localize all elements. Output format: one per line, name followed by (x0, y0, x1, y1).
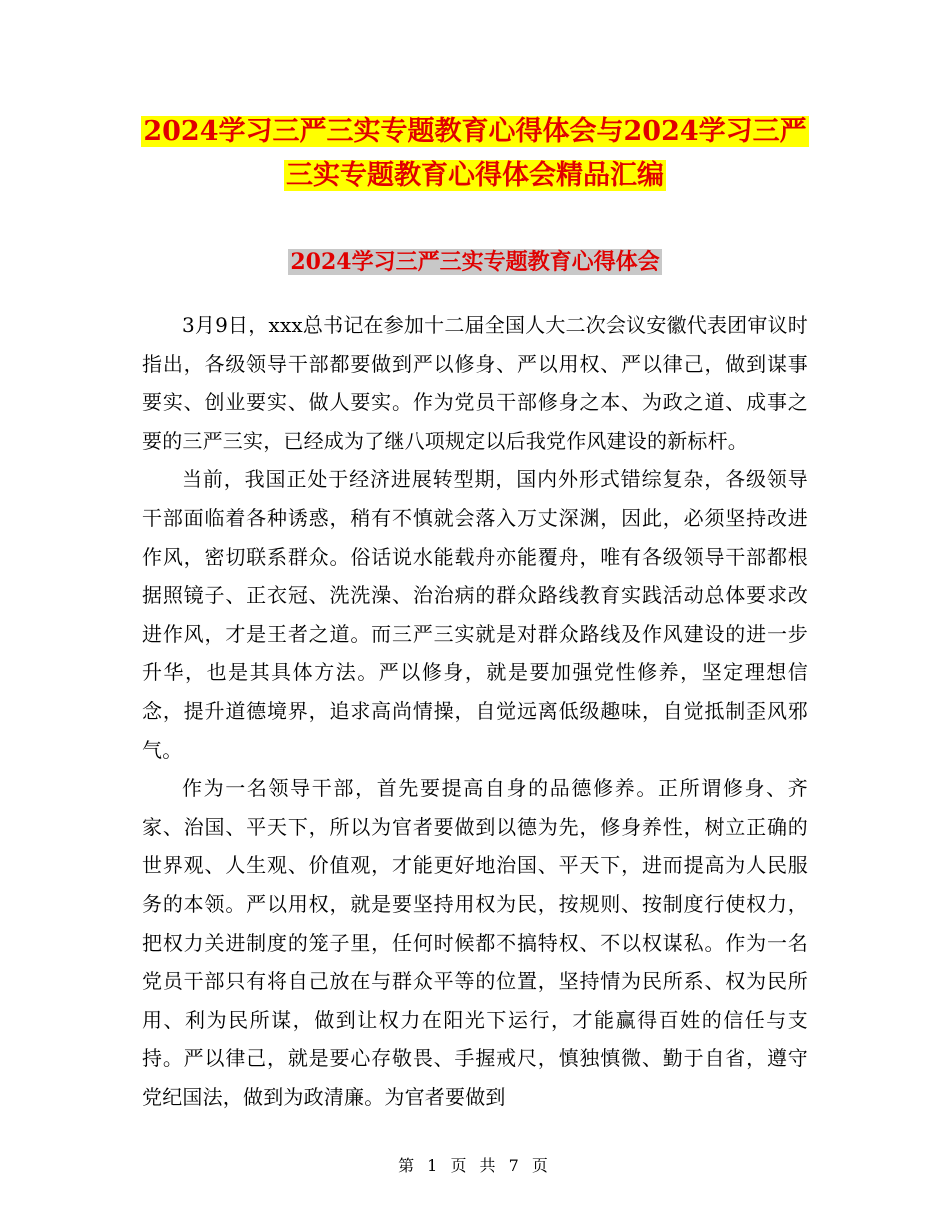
page-footer: 第 1 页 共 7 页 (398, 1156, 552, 1175)
document-title (140, 110, 810, 198)
section-heading (140, 244, 810, 280)
section-heading-text: 2024学习三严三实专题教育心得体会 (290, 249, 660, 275)
paragraph-2: 当前，我国正处于经济进展转型期，国内外形式错综复杂，各级领导干部面临着各种诱惑，稍有不慎就会落入万丈深渊，因此，必须坚持改进作风，密切联系群众。俗话说水能载舟亦能覆舟，唯有各级领导干部都根据照镜子、正衣冠、洗洗澡、治治病的群众路线教育实践活动总体要求改进作风，才是王者之道。而三严三实就是对群众路线及作风建设的进一步升华，也是其具体方法。严以修身，就是要加强党性修养，坚定理想信念，提升道德境界，追求高尚情操，自觉远离低级趣味，自觉抵制歪风邪气。 (142, 467, 808, 762)
title-line-1: 2024学习三严三实专题教育心得体会与2024学习三严 (143, 116, 807, 147)
document-body (142, 306, 808, 1116)
paragraph-3: 作为一名领导干部，首先要提高自身的品德修养。正所谓修身、齐家、治国、平天下，所以为官者要做到以德为先，修身养性，树立正确的世界观、人生观、价值观，才能更好地治国、平天下，进而提高为人民服务的本领。严以用权，就是要坚持用权为民，按规则、按制度行使权力，把权力关进制度的笼子里，任何时候都不搞特权、不以权谋私。作为一名党员干部只有将自己放在与群众平等的位置，坚持情为民所系、权为民所用、利为民所谋，做到让权力在阳光下运行，才能赢得百姓的信任与支持。严以律己，就是要心存敬畏、手握戒尺，慎独慎微、勤于自省，遵守党纪国法，做到为政清廉。为官者要做到 (142, 776, 808, 1109)
paragraph-1: 3月9日，xxx总书记在参加十二届全国人大二次会议安徽代表团审议时指出，各级领导干部都要做到严以修身、严以用权、严以律己，做到谋事要实、创业要实、做人要实。作为党员干部修身之本、为政之道、成事之要的三严三实，已经成为了继八项规定以后我党作风建设的新标杆。 (142, 313, 808, 453)
title-line-2: 三实专题教育心得体会精品汇编 (286, 160, 664, 191)
